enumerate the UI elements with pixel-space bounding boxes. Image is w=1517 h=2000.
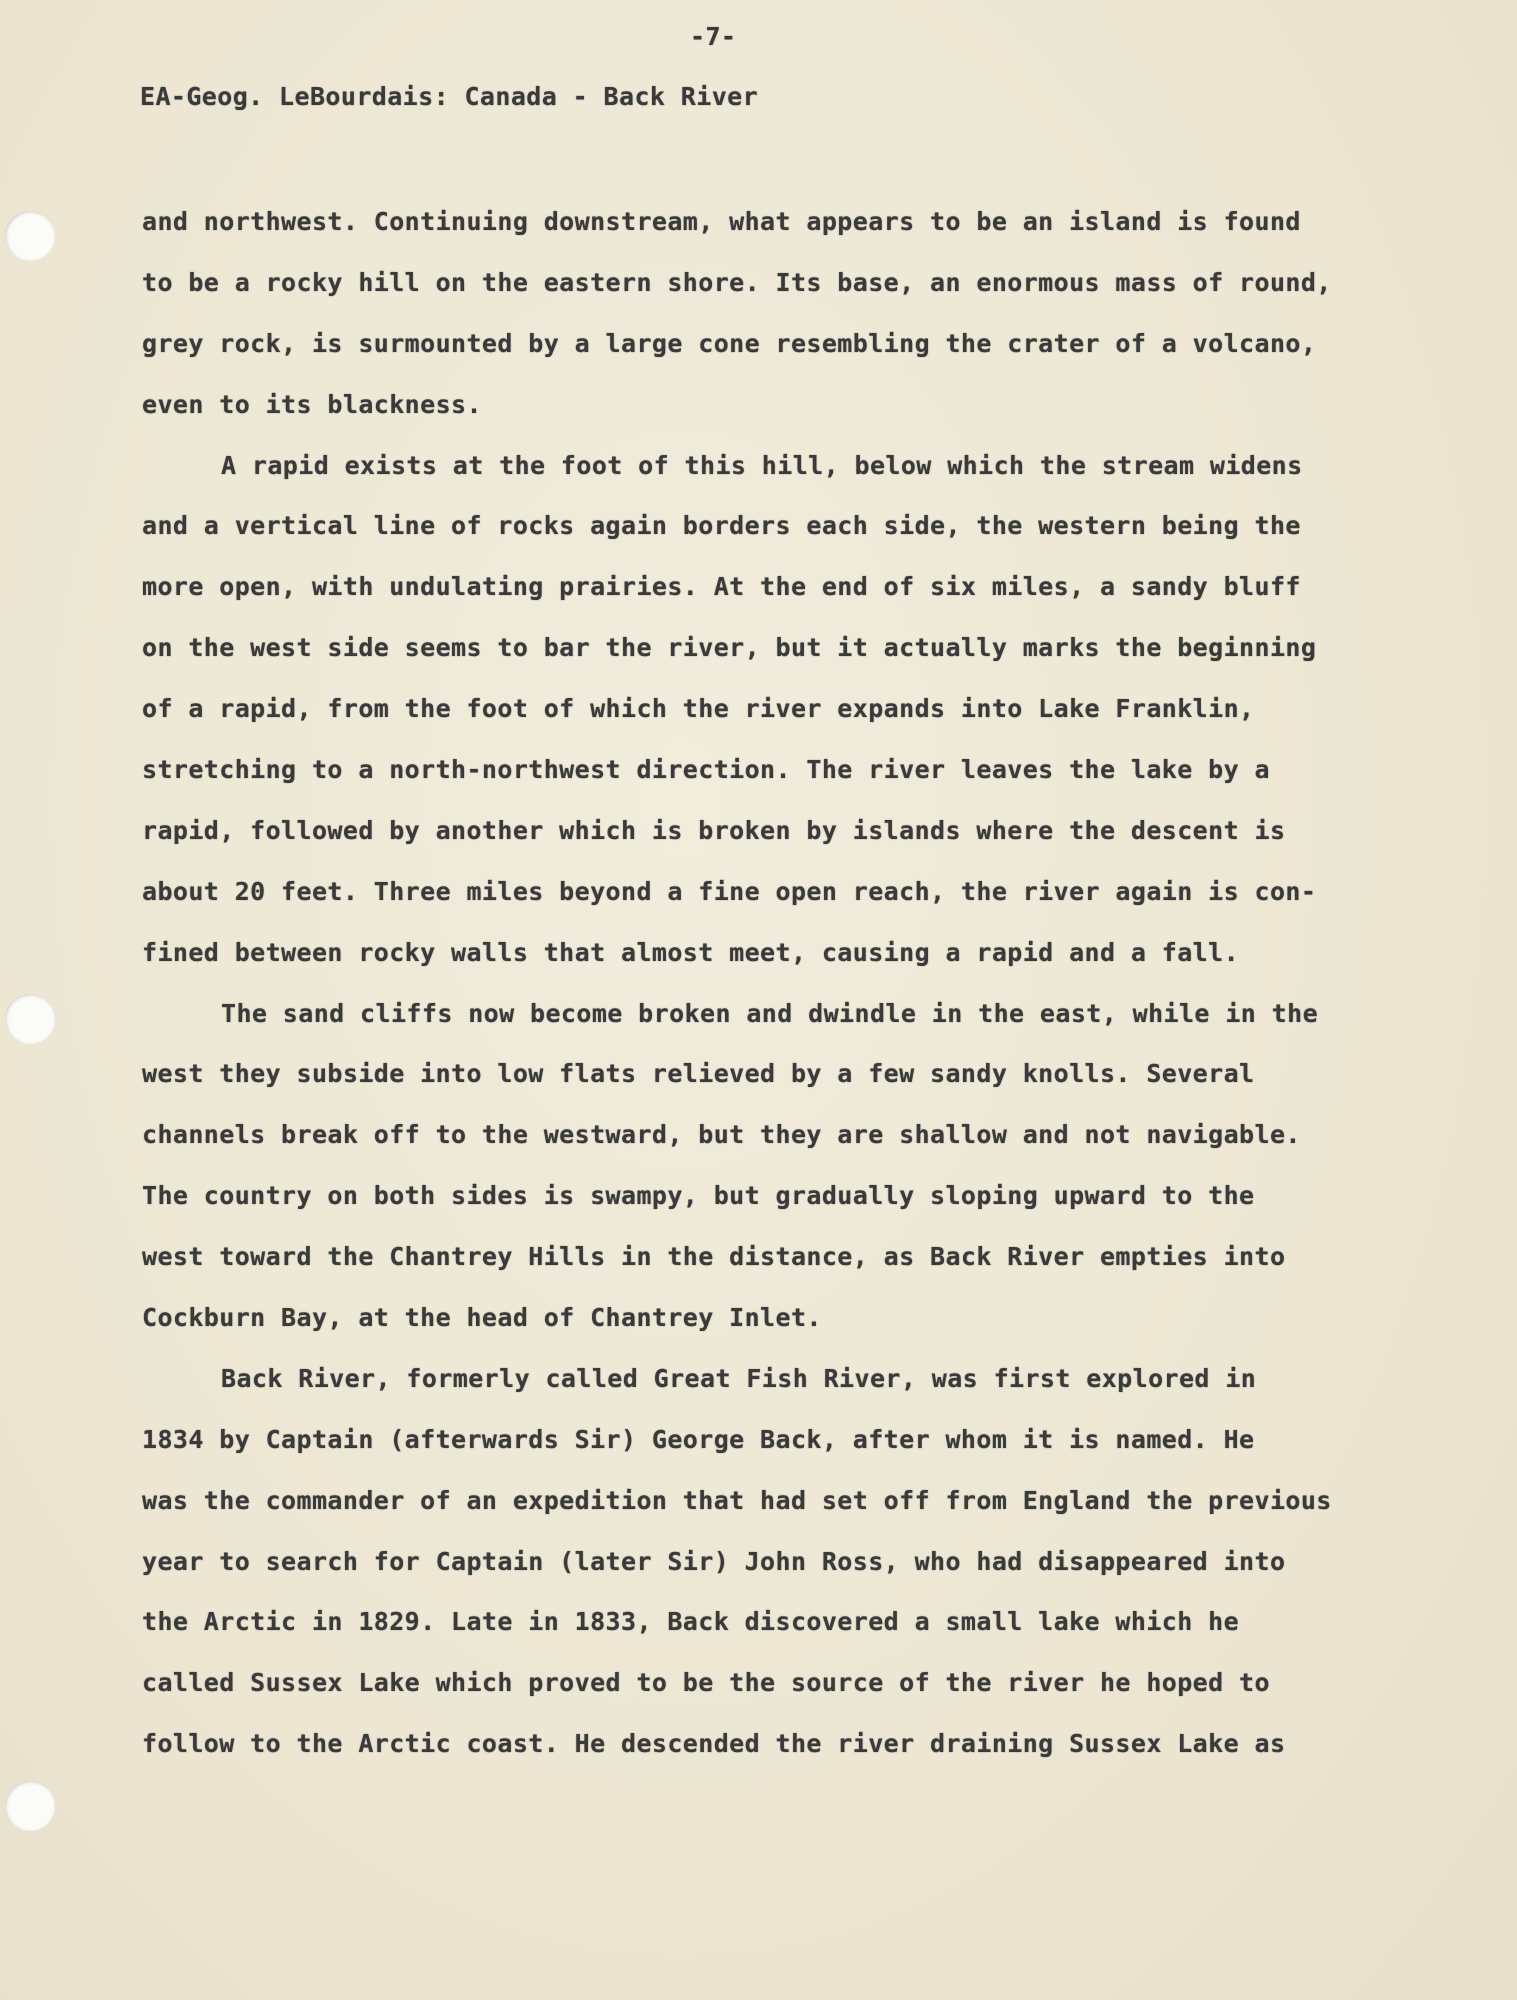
text-line: channels break off to the westward, but they are shallow and not navigable. [142, 1120, 1301, 1150]
text-line: follow to the Arctic coast. He descended the river draining Sussex Lake as [142, 1729, 1286, 1759]
text-line: west toward the Chantrey Hills in the distance, as Back River empties into [142, 1242, 1286, 1272]
page-number: -7- [690, 22, 737, 51]
text-line: called Sussex Lake which proved to be the source of the river he hoped to [142, 1668, 1270, 1698]
paragraph-first-line: The sand cliffs now become broken and dwindle in the east, while in the [221, 998, 1319, 1028]
text-line: of a rapid, from the foot of which the river expands into Lake Franklin, [142, 694, 1255, 724]
text-line: The country on both sides is swampy, but gradually sloping upward to the [142, 1181, 1255, 1211]
text-line: to be a rocky hill on the eastern shore. Its base, an enormous mass of round, [142, 267, 1332, 297]
text-line: was the commander of an expedition that had set off from England the previous [142, 1485, 1332, 1515]
text-line: west they subside into low flats relieved by a few sandy knolls. Several [142, 1059, 1255, 1089]
text-line: about 20 feet. Three miles beyond a fine open reach, the river again is con- [142, 876, 1317, 906]
text-line: 1834 by Captain (afterwards Sir) George Back, after whom it is named. He [142, 1424, 1255, 1454]
text-line: and a vertical line of rocks again borders each side, the western being the [142, 511, 1301, 541]
body-text [142, 200, 1362, 1783]
text-line: more open, with undulating prairies. At the end of six miles, a sandy bluff [142, 572, 1301, 602]
text-line: year to search for Captain (later Sir) John Ross, who had disappeared into [142, 1546, 1286, 1576]
text-line: stretching to a north-northwest direction. The river leaves the lake by a [142, 755, 1270, 785]
text-line: grey rock, is surmounted by a large cone resembling the crater of a volcano, [142, 328, 1317, 358]
text-line: and northwest. Continuing downstream, what appears to be an island is found [142, 207, 1301, 236]
paragraph-first-line: A rapid exists at the foot of this hill, below which the stream widens [221, 450, 1303, 480]
paragraph-first-line: Back River, formerly called Great Fish River, was first explored in [221, 1363, 1257, 1393]
punch-hole [5, 211, 55, 261]
text-line: even to its blackness. [142, 389, 482, 419]
text-line: fined between rocky walls that almost meet, causing a rapid and a fall. [142, 937, 1240, 967]
text-line: rapid, followed by another which is broken by islands where the descent is [142, 815, 1286, 845]
punch-hole [5, 1781, 55, 1831]
text-line: Cockburn Bay, at the head of Chantrey Inlet. [142, 1303, 822, 1333]
running-head: EA-Geog. LeBourdais: Canada - Back River [140, 82, 759, 111]
text-line: the Arctic in 1829. Late in 1833, Back discovered a small lake which he [142, 1607, 1240, 1637]
punch-hole [5, 994, 55, 1044]
text-line: on the west side seems to bar the river, but it actually marks the beginning [142, 633, 1317, 663]
